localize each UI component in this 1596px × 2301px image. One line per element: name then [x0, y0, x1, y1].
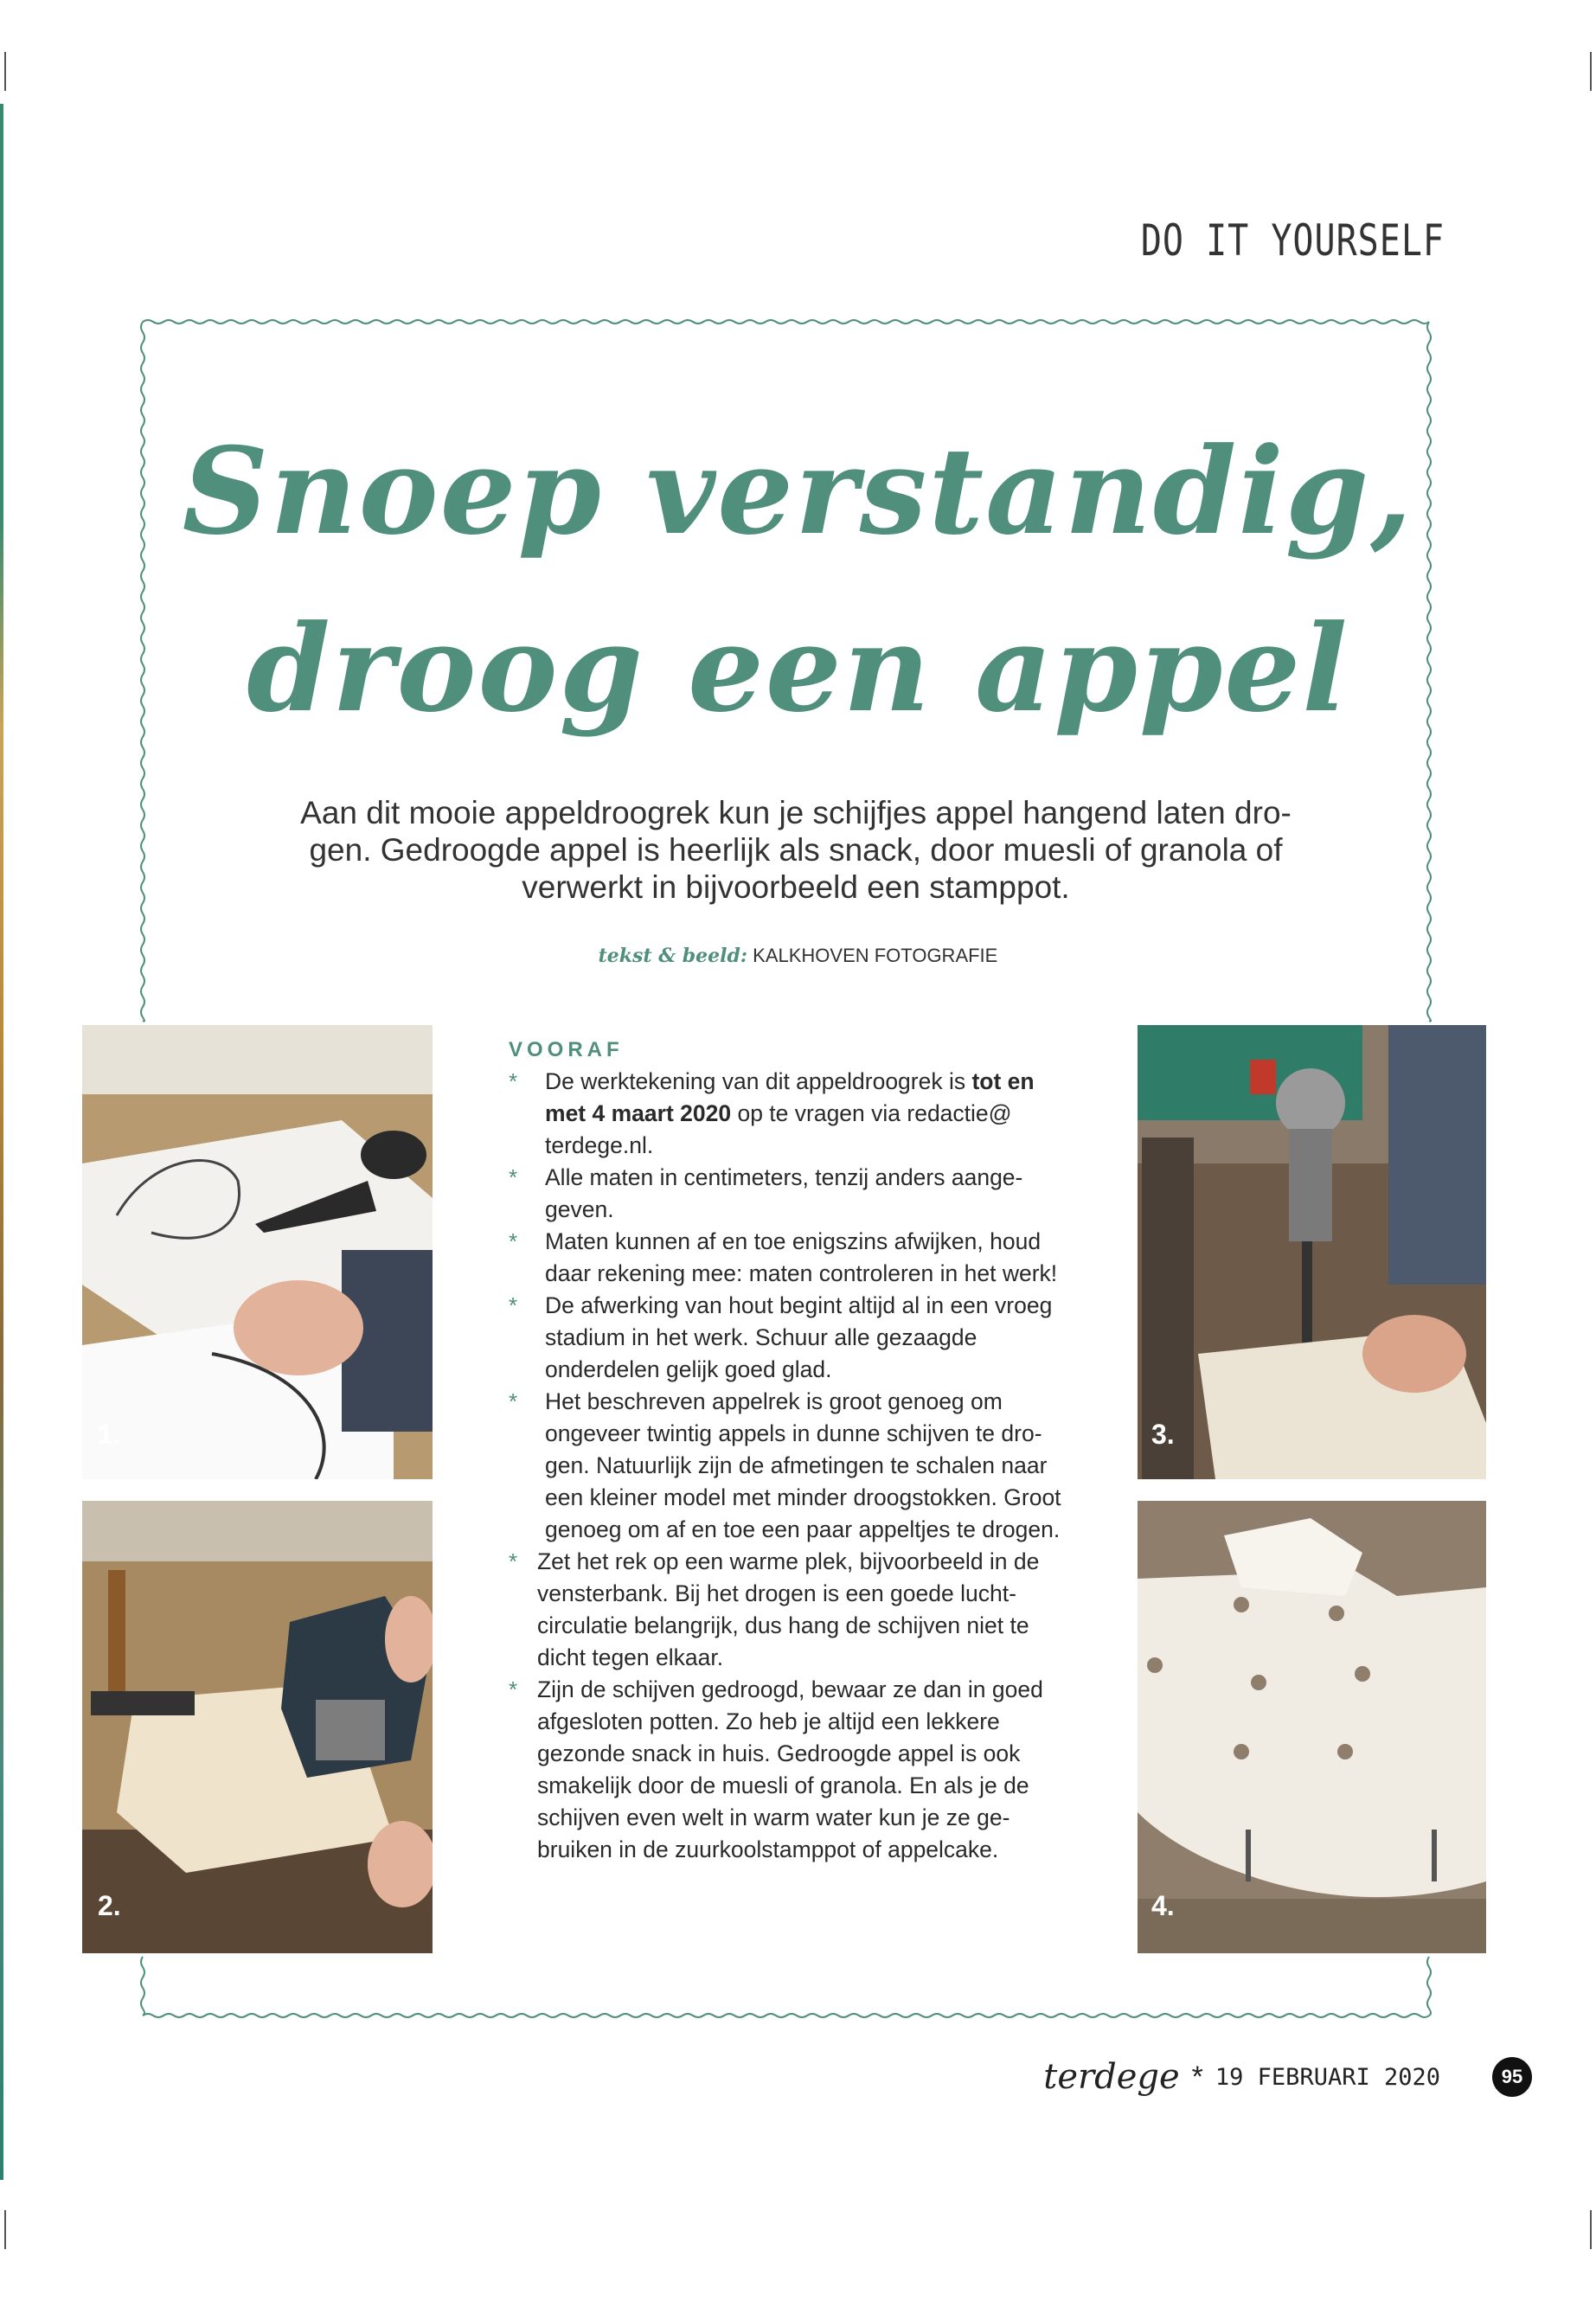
bullet-text: op te vragen via redactie@ terdege.nl.	[545, 1100, 1012, 1158]
bullet-text: De werktekening van dit appeldroogrek is	[545, 1068, 972, 1094]
jigsaw-photo	[82, 1501, 433, 1953]
asterisk-icon: *	[1191, 2060, 1203, 2093]
page-number: 95	[1492, 2057, 1532, 2097]
asterisk-icon: *	[509, 1388, 518, 1414]
magazine-brand: terdege	[1043, 2057, 1180, 2097]
bullet-list	[509, 1066, 1071, 1866]
list-item	[509, 1386, 1071, 1546]
bullet-text: Alle maten in centimeters, tenzij anders aange-geven.	[545, 1164, 1023, 1222]
apple-board-photo	[1138, 1501, 1486, 1953]
step-number: 4.	[1151, 1890, 1175, 1921]
list-item	[509, 1066, 1071, 1162]
photo-step-3	[1138, 1025, 1486, 1479]
bullet-text: Zet het rek op een warme plek, bijvoorbeeld in de vensterbank. Bij het drogen is een goede lucht-circulatie belangrijk, dus hang de schijven niet te dicht tegen elkaar.	[537, 1548, 1040, 1670]
asterisk-icon: *	[509, 1676, 518, 1702]
bullet-text: Maten kunnen af en toe enigszins afwijken, houd daar rekening mee: maten controleren in het werk!	[545, 1228, 1058, 1286]
bullet-text: Zijn de schijven gedroogd, bewaar ze dan in goed afgesloten potten. Zo heb je altijd een lekkere gezonde snack in huis. Gedroogde appel is ook smakelijk door de muesli of granola. En als je de schijven even welt in warm water kun je ze ge-bruiken in de zuurkoolstamppot of appelcake.	[537, 1676, 1043, 1862]
article-title	[173, 402, 1423, 757]
step-number: 3.	[1151, 1419, 1175, 1450]
asterisk-icon: *	[509, 1292, 518, 1318]
asterisk-icon: *	[509, 1228, 518, 1254]
list-item	[509, 1546, 1071, 1674]
section-heading: VOORAF	[509, 1038, 624, 1061]
page-footer	[1043, 2057, 1440, 2097]
step-number: 2.	[98, 1890, 121, 1921]
bullet-text: De afwerking van hout begint altijd al in een vroeg stadium in het werk. Schuur alle gezaagde onderdelen gelijk goed glad.	[545, 1292, 1053, 1382]
list-item	[509, 1290, 1071, 1386]
photo-step-4	[1138, 1501, 1486, 1953]
credit-line	[0, 945, 1596, 967]
bullet-bold: tot en met 4 maart 2020	[545, 1068, 1035, 1126]
bullet-text: Het beschreven appelrek is groot genoeg om ongeveer twintig appels in dunne schijven te dro-gen. Natuurlijk zijn de afmetingen te schalen naar een kleiner model met minder droogstokken. Groot genoeg om af en toe een paar appeltjes te drogen.	[545, 1388, 1061, 1542]
list-item	[509, 1226, 1071, 1290]
scissors-photo	[82, 1025, 433, 1479]
title-line-1: Snoep verstandig,	[182, 420, 1414, 561]
asterisk-icon: *	[509, 1164, 518, 1190]
article-intro: Aan dit mooie appeldroogrek kun je schijfjes appel hangend laten dro-gen. Gedroogde appel is heerlijk als snack, door muesli of granola of verwerkt in bijvoorbeeld een stamppot.	[300, 795, 1292, 905]
list-item	[509, 1674, 1071, 1866]
section-label: DO IT YOURSELF	[1140, 216, 1445, 266]
list-item	[509, 1162, 1071, 1226]
issue-date: 19 FEBRUARI 2020	[1215, 2063, 1440, 2091]
asterisk-icon: *	[509, 1068, 518, 1094]
drill-press-photo	[1138, 1025, 1486, 1479]
title-line-2: droog een appel	[247, 598, 1349, 739]
photo-step-1	[82, 1025, 433, 1479]
photo-step-2	[82, 1501, 433, 1953]
credit-name: KALKHOVEN FOTOGRAFIE	[753, 945, 998, 966]
article-body	[509, 1034, 1071, 1866]
asterisk-icon: *	[509, 1548, 518, 1574]
credit-label: tekst & beeld:	[598, 945, 748, 967]
step-number: 1.	[98, 1419, 121, 1450]
